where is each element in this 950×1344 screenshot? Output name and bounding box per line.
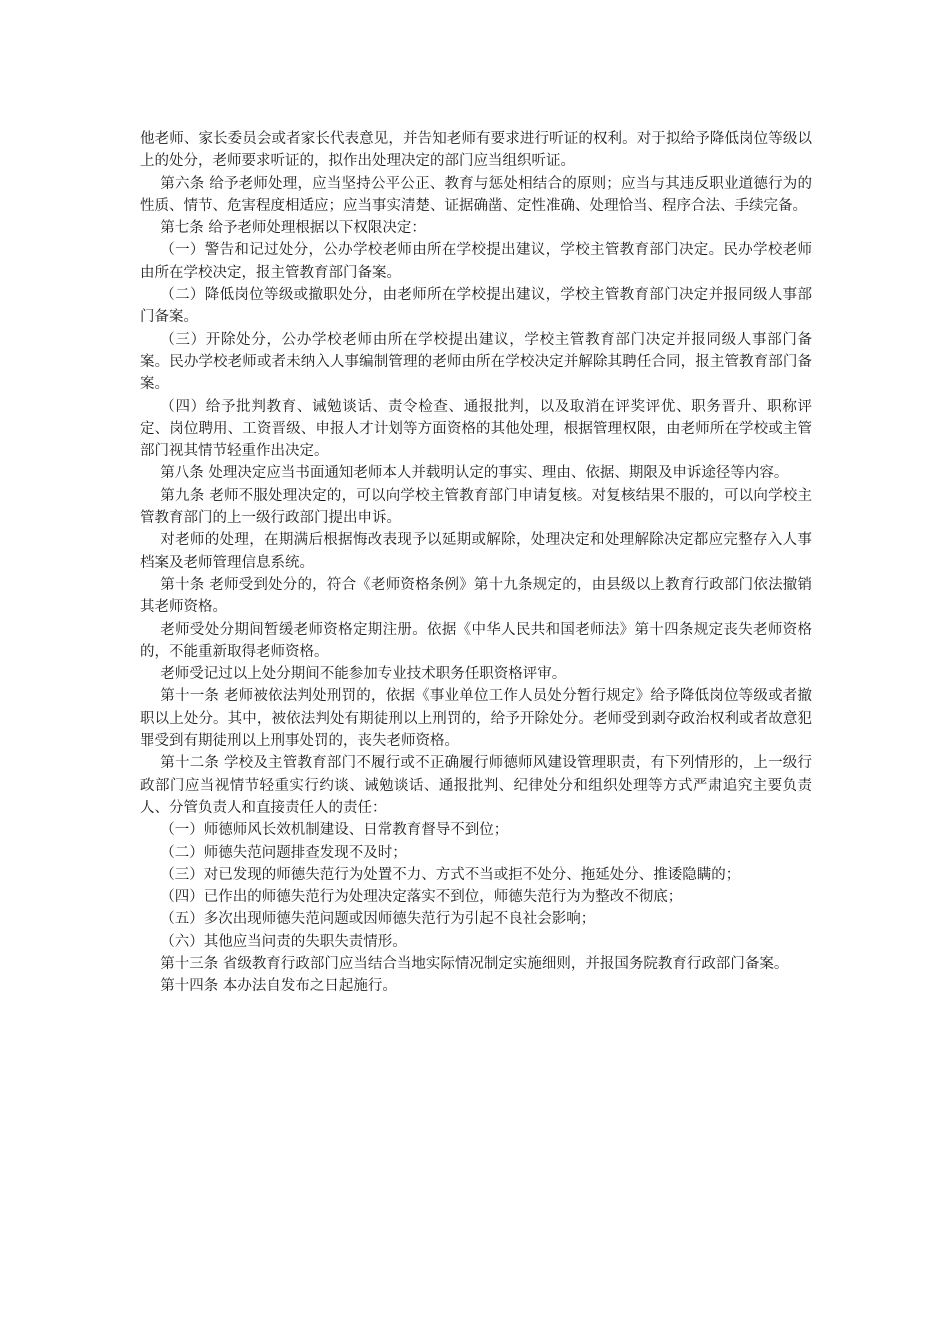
paragraph: 第十二条 学校及主管教育部门不履行或不正确履行师德师风建设管理职责，有下列情形的，上一级行政部门应当视情节轻重实行约谈、诫勉谈话、通报批判、纪律处分和组织处理等方式严肃追究主要负责人、分管负责人和直接责任人的责任： <box>140 755 812 816</box>
paragraph: （六）其他应当问责的失职失责情形。 <box>160 933 407 950</box>
paragraph: （三）对已发现的师德失范行为处置不力、方式不当或拒不处分、拖延处分、推诿隐瞒的； <box>160 866 741 883</box>
paragraph: （四）给予批判教育、诫勉谈话、责令检查、通报批判，以及取消在评奖评优、职务晋升、职称评定、岗位聘用、工资晋级、申报人才计划等方面资格的其他处理，根据管理权限，由老师所在学校或主管部门视其情节轻重作出决定。 <box>140 398 812 460</box>
paragraph: （三）开除处分，公办学校老师由所在学校提出建议，学校主管教育部门决定并报同级人事部门备案。民办学校老师或者未纳入人事编制管理的老师由所在学校决定并解除其聘任合同，报主管教育部门备案。 <box>140 331 812 393</box>
paragraph: 第七条 给予老师处理根据以下权限决定： <box>160 220 426 237</box>
paragraph: （一）师德师风长效机制建设、日常教育督导不到位； <box>160 822 509 839</box>
paragraph: 对老师的处理，在期满后根据悔改表现予以延期或解除，处理决定和处理解除决定都应完整存入人事档案及老师管理信息系统。 <box>140 532 812 571</box>
paragraph: 第九条 老师不服处理决定的，可以向学校主管教育部门申请复核。对复核结果不服的，可以向学校主管教育部门的上一级行政部门提出申诉。 <box>140 487 812 527</box>
paragraph: 第八条 处理决定应当书面通知老师本人并载明认定的事实、理由、依据、期限及申诉途径等内容。 <box>160 465 789 482</box>
paragraph: （二）师德失范问题排查发现不及时； <box>160 844 407 861</box>
paragraph: 第十一条 老师被依法判处刑罚的，依据《事业单位工作人员处分暂行规定》给予降低岗位等级或者撤职以上处分。其中，被依法判处有期徒刑以上刑罚的，给予开除处分。老师受到剥夺政治权利或者故意犯罪受到有期徒刑以上刑事处罚的，丧失老师资格。 <box>140 688 812 750</box>
paragraph: 第十三条 省级教育行政部门应当结合当地实际情况制定实施细则，并报国务院教育行政部门备案。 <box>160 955 789 972</box>
paragraph: 第十四条 本办法自发布之日起施行。 <box>160 978 397 995</box>
paragraph: （四）已作出的师德失范行为处理决定落实不到位，师德失范行为为整改不彻底； <box>160 889 683 906</box>
paragraph: 他老师、家长委员会或者家长代表意见，并告知老师有要求进行听证的权利。对于拟给予降低岗位等级以上的处分，老师要求听证的，拟作出处理决定的部门应当组织听证。 <box>140 131 812 170</box>
paragraph: 第六条 给予老师处理，应当坚持公平公正、教育与惩处相结合的原则；应当与其违反职业道德行为的性质、情节、危害程度相适应；应当事实清楚、证据确凿、定性准确、处理恰当、程序合法、手续完备。 <box>140 175 812 214</box>
paragraph: 老师受处分期间暂缓老师资格定期注册。依据《中华人民共和国老师法》第十四条规定丧失老师资格的，不能重新取得老师资格。 <box>140 621 812 660</box>
paragraph: （一）警告和记过处分，公办学校老师由所在学校提出建议，学校主管教育部门决定。民办学校老师由所在学校决定，报主管教育部门备案。 <box>140 242 812 281</box>
paragraph: （五）多次出现师德失范问题或因师德失范行为引起不良社会影响； <box>160 911 596 928</box>
paragraph: 第十条 老师受到处分的，符合《老师资格条例》第十九条规定的，由县级以上教育行政部门依法撤销其老师资格。 <box>140 576 812 616</box>
paragraph: 老师受记过以上处分期间不能参加专业技术职务任职资格评审。 <box>160 666 567 683</box>
paragraph: （二）降低岗位等级或撤职处分，由老师所在学校提出建议，学校主管教育部门决定并报同级人事部门备案。 <box>140 287 812 326</box>
document-body <box>140 128 812 998</box>
